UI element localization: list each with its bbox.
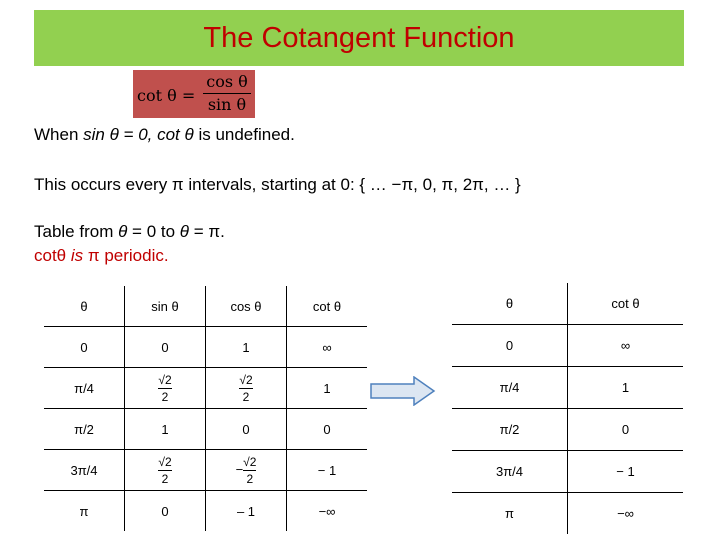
table-cell: π/4: [44, 368, 125, 409]
text-italic: θ: [179, 222, 190, 241]
text-part: When: [34, 125, 84, 144]
table-cell: π/2: [44, 409, 125, 450]
title-bar: [34, 10, 684, 66]
frac-bar: [158, 388, 171, 389]
table-row: [452, 367, 683, 409]
text-part: π periodic.: [83, 246, 169, 265]
table-cell: − 1: [568, 451, 684, 493]
frac-den: 2: [246, 471, 254, 486]
table-row: [44, 368, 367, 409]
table-row: [44, 491, 367, 532]
table-cell: π: [452, 493, 568, 535]
right-arrow-icon: [370, 376, 436, 406]
header-cot: cot θ: [568, 283, 684, 325]
root2-over-2: [243, 455, 256, 486]
interval-statement: This occurs every π intervals, starting at 0: { … −π, 0, π, 2π, … }: [34, 175, 521, 194]
table-cell: 0: [206, 409, 287, 450]
table-cell: 0: [125, 327, 206, 368]
table-cell: 0: [287, 409, 368, 450]
table-row: [452, 409, 683, 451]
table-row: [44, 327, 367, 368]
text-italic: is: [70, 246, 84, 265]
table-row: [44, 409, 367, 450]
formula-fraction: [203, 72, 251, 115]
root2-over-2: [239, 373, 252, 404]
table-row: [452, 493, 683, 535]
text-italic: θ: [118, 222, 128, 241]
table-cell: [125, 368, 206, 409]
periodic-statement: [34, 246, 169, 266]
formula-fraction-bar: [203, 93, 251, 94]
frac-bar: [239, 388, 252, 389]
cot-values-table: [452, 283, 683, 534]
text-part: Table from: [34, 222, 119, 241]
table-cell: [206, 368, 287, 409]
table-header-row: [44, 286, 367, 327]
table-row: [452, 325, 683, 367]
header-theta: θ: [452, 283, 568, 325]
header-cot: cot θ: [287, 286, 368, 327]
table-cell: π/4: [452, 367, 568, 409]
table-cell: ∞: [287, 327, 368, 368]
table-cell: [206, 450, 287, 491]
table-cell: − 1: [287, 450, 368, 491]
header-theta: θ: [44, 286, 125, 327]
table-header-row: [452, 283, 683, 325]
table-cell: −∞: [287, 491, 368, 532]
frac-num: √2: [239, 372, 253, 387]
table-cell: 1: [206, 327, 287, 368]
root2-over-2: [158, 373, 171, 404]
table-cell: 1: [125, 409, 206, 450]
frac-bar: [243, 470, 256, 471]
cotangent-formula: [133, 70, 255, 118]
table-cell: 0: [44, 327, 125, 368]
table-cell: 0: [452, 325, 568, 367]
trig-values-table: [44, 286, 367, 531]
table-cell: [125, 450, 206, 491]
table-cell: 0: [125, 491, 206, 532]
table-cell: 1: [568, 367, 684, 409]
root2-over-2: [158, 455, 171, 486]
table-row: [44, 450, 367, 491]
slide-title: The Cotangent Function: [203, 22, 515, 54]
table-cell: −∞: [568, 493, 684, 535]
frac-num: √2: [158, 372, 172, 387]
formula-denominator: sin θ: [207, 95, 247, 114]
frac-den: 2: [161, 471, 169, 486]
text-part: cotθ: [34, 246, 71, 265]
header-cos: cos θ: [206, 286, 287, 327]
table-row: [452, 451, 683, 493]
undefined-statement: [34, 125, 295, 145]
text-part: = 0 to: [127, 222, 180, 241]
frac-den: 2: [242, 389, 250, 404]
frac-bar: [158, 470, 171, 471]
minus-sign: −: [235, 461, 244, 477]
table-cell: – 1: [206, 491, 287, 532]
frac-den: 2: [161, 389, 169, 404]
formula-lhs: cot θ =: [137, 86, 196, 105]
text-part: is undefined.: [193, 125, 295, 144]
table-cell: π/2: [452, 409, 568, 451]
frac-num: √2: [158, 454, 172, 469]
text-italic: sin θ = 0, cot θ: [83, 125, 194, 144]
table-cell: ∞: [568, 325, 684, 367]
text-part: = π.: [189, 222, 225, 241]
formula-numerator: cos θ: [206, 72, 248, 91]
header-sin: sin θ: [125, 286, 206, 327]
table-cell: 3π/4: [44, 450, 125, 491]
table-range-statement: [34, 222, 225, 242]
table-cell: π: [44, 491, 125, 532]
frac-num: √2: [243, 454, 257, 469]
table-cell: 0: [568, 409, 684, 451]
table-cell: 1: [287, 368, 368, 409]
table-cell: 3π/4: [452, 451, 568, 493]
